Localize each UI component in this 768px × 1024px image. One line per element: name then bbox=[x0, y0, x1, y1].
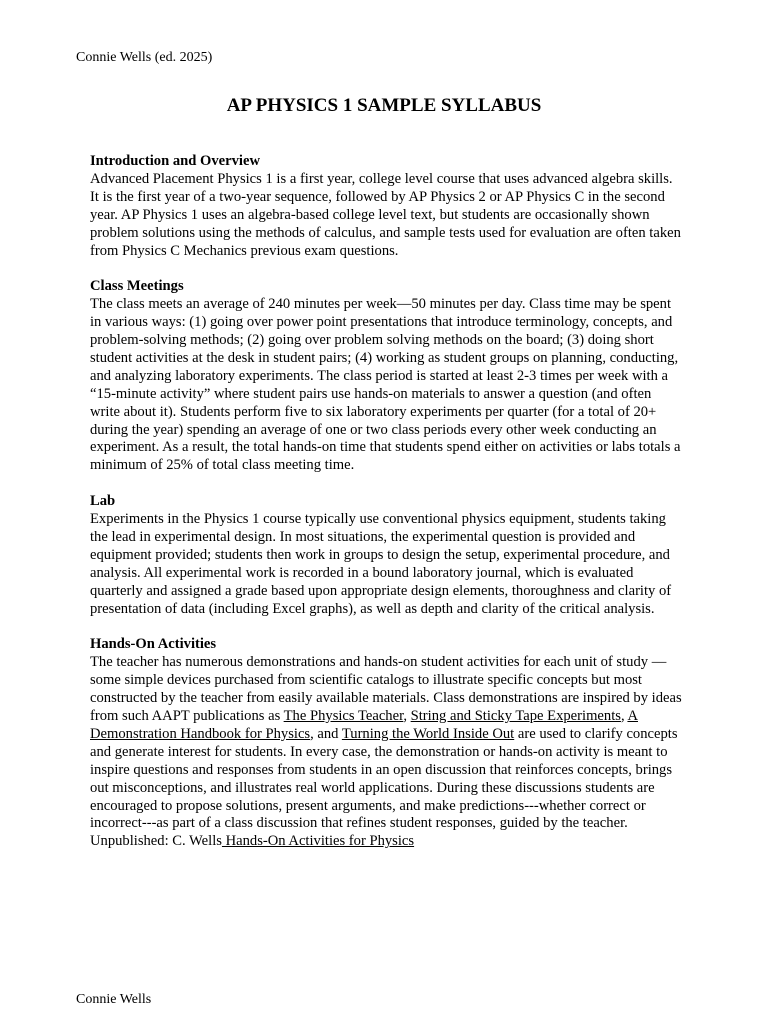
document-title: AP PHYSICS 1 SAMPLE SYLLABUS bbox=[226, 95, 542, 116]
section-heading: Introduction and Overview bbox=[90, 153, 261, 169]
section-text: Advanced Placement Physics 1 is a first year, college level course that uses advanced algebra skills. It is the first year of a two-year sequence, followed by AP Physics 2 or AP Physics C in the second year. AP Physics 1 uses an algebra-based college level text, but students are occasionally shown problem solutions using the methods of calculus, and sample tests used for evaluation are often taken from Physics C Mechanics previous exam questions. bbox=[90, 170, 681, 259]
section-text: Experiments in the Physics 1 course typically use conventional physics equipment, students taking the lead in experimental design. In most situations, the experimental question is provided and equipment provided; students then work in groups to design the setup, experimental procedure, and analysis. All experimental work is recorded in a bound laboratory journal, which is evaluated quarterly and assigned a grade based upon appropriate design elements, thoroughness and clarity of presentation of data (including Excel graphs), as well as depth and clarity of the critical analysis. bbox=[90, 511, 672, 617]
text-run: , and bbox=[310, 725, 342, 742]
title-reference-string-sticky-tape: String and Sticky Tape Experiments bbox=[410, 708, 621, 725]
text-run: , bbox=[403, 708, 411, 725]
title-reference-turning-world-inside-out: Turning the World Inside Out bbox=[341, 725, 515, 742]
section-heading: Lab bbox=[90, 493, 116, 510]
title-reference-hands-on-activities: Hands-On Activities for Physics bbox=[221, 833, 415, 850]
section-lab bbox=[90, 493, 682, 618]
title-reference-demonstration-handbook: A Demonstration Handbook for Physics bbox=[90, 708, 638, 742]
text-run: , bbox=[620, 708, 628, 725]
section-class-meetings bbox=[90, 278, 682, 475]
text-run: The teacher has numerous demonstrations and hands-on student activities for each unit of study —some simple devices purchased from scientific catalogs to illustrate specific concepts but most constructed by the teacher from easily available materials. Class demonstrations are inspired by ideas from such AAPT publications as bbox=[90, 654, 682, 725]
page-header: Connie Wells (ed. 2025) bbox=[76, 50, 213, 65]
section-text bbox=[90, 654, 682, 851]
title-reference-physics-teacher: The Physics Teacher bbox=[283, 708, 404, 725]
section-heading: Hands-On Activities bbox=[90, 636, 217, 653]
text-run: are used to clarify concepts and generate interest for students. In every case, the demonstration or hands-on activity is meant to inspire questions and responses from students in an open discussion that reinforces concepts, brings out misconceptions, and illustrates real world applications. During these discussions students are encouraged to propose solutions, present arguments, and make predictions---whether correct or incorrect---as part of a class discussion that refines student responses, guided by the teacher. Unpublished: C. Wells bbox=[90, 725, 678, 850]
section-text: The class meets an average of 240 minutes per week—50 minutes per day. Class time may be spent in various ways: (1) going over power point presentations that introduce terminology, concepts, and problem-solving methods; (2) going over problem solving methods on the board; (3) doing short student activities at the desk in student pairs; (4) working as student groups on planning, conducting, and analyzing laboratory experiments. The class period is started at least 2-3 times per week with a “15-minute activity” where student pairs use hands-on materials to answer a question (and often write about it). Students perform five to six laboratory experiments per quarter (for a total of 20+ during the year) spending an average of one or two class periods every other week conducting an experiment. As a result, the total hands-on time that students spend either on activities or labs totals a minimum of 25% of total class meeting time. bbox=[90, 296, 681, 474]
page-footer: Connie Wells bbox=[76, 992, 152, 1007]
section-hands-on-activities bbox=[90, 636, 682, 851]
document-body bbox=[90, 153, 682, 869]
section-introduction bbox=[90, 153, 682, 260]
section-heading: Class Meetings bbox=[90, 278, 184, 295]
